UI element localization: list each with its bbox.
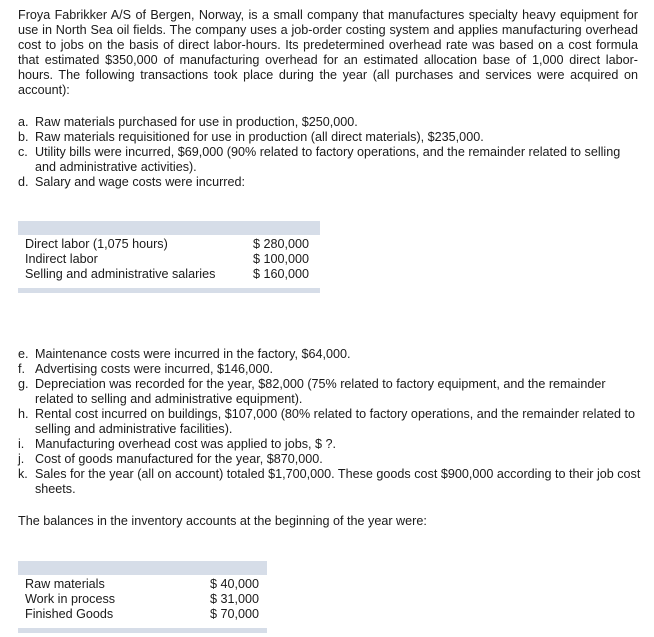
item-marker: b. bbox=[18, 130, 29, 144]
item-marker: e. bbox=[18, 347, 29, 361]
transaction-list-a-d bbox=[18, 115, 643, 190]
row-value: $ 160,000 bbox=[253, 267, 310, 281]
item-text: Salary and wage costs were incurred: bbox=[35, 175, 245, 189]
salary-wage-table bbox=[18, 221, 320, 293]
problem-intro: Froya Fabrikker A/S of Bergen, Norway, is a small company that manufactures specialty heavy equipment for use in North Sea oil fields. The company uses a job-order costing system and applies manufacturing overhead cost to jobs on the basis of direct labor-hours. Its predetermined overhead rate was based on a cost formula that estimated $350,000 of manufacturing overhead for an estimated allocation base of 1,000 direct labor-hours. The following transactions took place during the year (all purchases and services were acquired on account): bbox=[18, 8, 638, 97]
item-text: Advertising costs were incurred, $146,000. bbox=[35, 362, 274, 376]
row-value: $ 40,000 bbox=[210, 577, 260, 591]
transaction-item-c bbox=[18, 145, 643, 175]
row-value: $ 280,000 bbox=[253, 237, 310, 251]
item-text: Sales for the year (all on account) totaled $1,700,000. These goods cost $900,000 according to their job cost sheets. bbox=[35, 467, 641, 496]
transaction-item-a bbox=[18, 115, 643, 130]
transaction-item-f bbox=[18, 362, 643, 377]
transaction-item-g bbox=[18, 377, 643, 407]
item-marker: h. bbox=[18, 407, 29, 421]
row-label: Raw materials bbox=[25, 577, 105, 591]
item-text: Cost of goods manufactured for the year, $870,000. bbox=[35, 452, 323, 466]
table-row bbox=[18, 577, 267, 592]
table-row bbox=[18, 237, 320, 252]
item-text: Utility bills were incurred, $69,000 (90% related to factory operations, and the remainder related to selling and administrative activities). bbox=[35, 145, 621, 174]
row-label: Direct labor (1,075 hours) bbox=[25, 237, 168, 251]
item-text: Raw materials purchased for use in production, $250,000. bbox=[35, 115, 358, 129]
transaction-item-i bbox=[18, 437, 643, 452]
row-value: $ 70,000 bbox=[210, 607, 260, 621]
item-marker: d. bbox=[18, 175, 29, 189]
item-marker: k. bbox=[18, 467, 28, 481]
item-text: Manufacturing overhead cost was applied to jobs, $ ?. bbox=[35, 437, 337, 451]
item-marker: c. bbox=[18, 145, 28, 159]
item-marker: i. bbox=[18, 437, 25, 451]
transaction-list-e-k bbox=[18, 347, 643, 497]
item-marker: f. bbox=[18, 362, 25, 376]
row-label: Indirect labor bbox=[25, 252, 98, 266]
row-value: $ 31,000 bbox=[210, 592, 260, 606]
item-text: Raw materials requisitioned for use in production (all direct materials), $235,000. bbox=[35, 130, 484, 144]
balances-intro: The balances in the inventory accounts at the beginning of the year were: bbox=[18, 514, 427, 528]
row-label: Finished Goods bbox=[25, 607, 114, 621]
row-label: Work in process bbox=[25, 592, 116, 606]
item-text: Maintenance costs were incurred in the factory, $64,000. bbox=[35, 347, 351, 361]
inventory-balances-table bbox=[18, 561, 267, 633]
row-value: $ 100,000 bbox=[253, 252, 310, 266]
item-marker: g. bbox=[18, 377, 29, 391]
table-row bbox=[18, 607, 267, 622]
transaction-item-k bbox=[18, 467, 643, 497]
row-label: Selling and administrative salaries bbox=[25, 267, 216, 281]
transaction-item-e bbox=[18, 347, 643, 362]
table-row bbox=[18, 592, 267, 607]
item-marker: a. bbox=[18, 115, 29, 129]
transaction-item-j bbox=[18, 452, 643, 467]
item-text: Rental cost incurred on buildings, $107,000 (80% related to factory operations, and the remainder related to selling and administrative facilities). bbox=[35, 407, 635, 436]
transaction-item-h bbox=[18, 407, 643, 437]
table-row bbox=[18, 252, 320, 267]
item-marker: j. bbox=[18, 452, 25, 466]
transaction-item-d bbox=[18, 175, 643, 190]
item-text: Depreciation was recorded for the year, $82,000 (75% related to factory equipment, and the remainder related to selling and administrative equipment). bbox=[35, 377, 606, 406]
table-row bbox=[18, 267, 320, 282]
transaction-item-b bbox=[18, 130, 643, 145]
